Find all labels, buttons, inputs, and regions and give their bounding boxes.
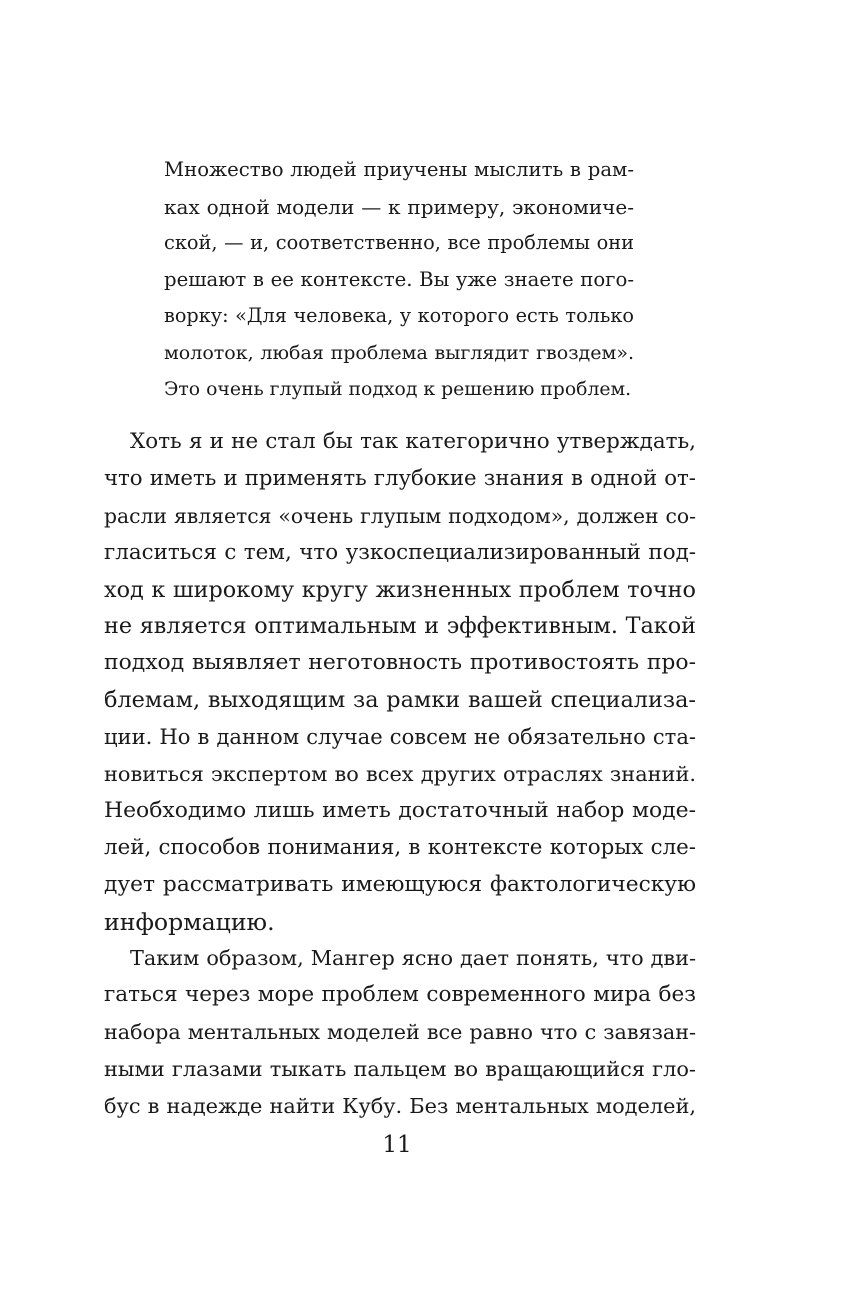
text-line: дует рассматривать имеющуюся фактологическую [104, 871, 696, 897]
block-quote [164, 152, 634, 408]
quote-line: Множество людей приучены мыслить в рам- [164, 158, 634, 181]
quote-line: молоток, любая проблема выглядит гвоздем». [164, 341, 634, 364]
body-text [104, 424, 696, 1125]
quote-line: решают в ее контексте. Вы уже знаете пого- [164, 267, 634, 291]
text-line: ход к широкому кругу жизненных проблем точно [104, 576, 696, 603]
text-line: Таким образом, Мангер ясно дает понять, что дви- [130, 946, 696, 971]
text-line: ными глазами тыкать пальцем во вращающийся гло- [104, 1057, 696, 1082]
text-line: гаться через море проблем современного мира без [104, 982, 696, 1008]
text-line: новиться экспертом во всех других отраслях знаний. [104, 762, 696, 787]
text-line: что иметь и применять глубокие знания в одной от- [104, 465, 696, 491]
text-line: гласиться с тем, что узкоспециализированный под- [104, 539, 696, 565]
quote-line: ках одной модели — к примеру, экономиче- [164, 194, 634, 219]
text-line: набора ментальных моделей все равно что с завязан- [104, 1020, 696, 1045]
text-line: информацию. [104, 907, 275, 936]
page-number: 11 [382, 1132, 412, 1158]
quote-line: Это очень глупый подход к решению проблем. [164, 378, 632, 400]
text-line: расли является «очень глупым подходом», должен со- [104, 503, 696, 528]
text-line: Хоть я и не стал бы так категорично утверждать, [130, 429, 696, 454]
text-line: ции. Но в данном случае совсем не обязательно ста- [104, 724, 696, 750]
text-line: блемам, выходящим за рамки вашей специализа- [104, 687, 696, 714]
text-line: подход выявляет неготовность противостоять про- [104, 650, 696, 676]
quote-line: ворку: «Для человека, у которого есть только [164, 304, 634, 328]
text-line: бус в надежде найти Кубу. Без ментальных моделей, [104, 1094, 696, 1119]
text-line: не является оптимальным и эффективным. Такой [104, 613, 696, 640]
paragraph-2 [104, 940, 696, 1124]
text-line: лей, способов понимания, в контексте которых сле- [104, 834, 696, 860]
text-line: Необходимо лишь иметь достаточный набор моде- [104, 797, 696, 823]
paragraph-1 [104, 424, 696, 940]
quote-line: ской, — и, соответственно, все проблемы они [164, 231, 634, 255]
